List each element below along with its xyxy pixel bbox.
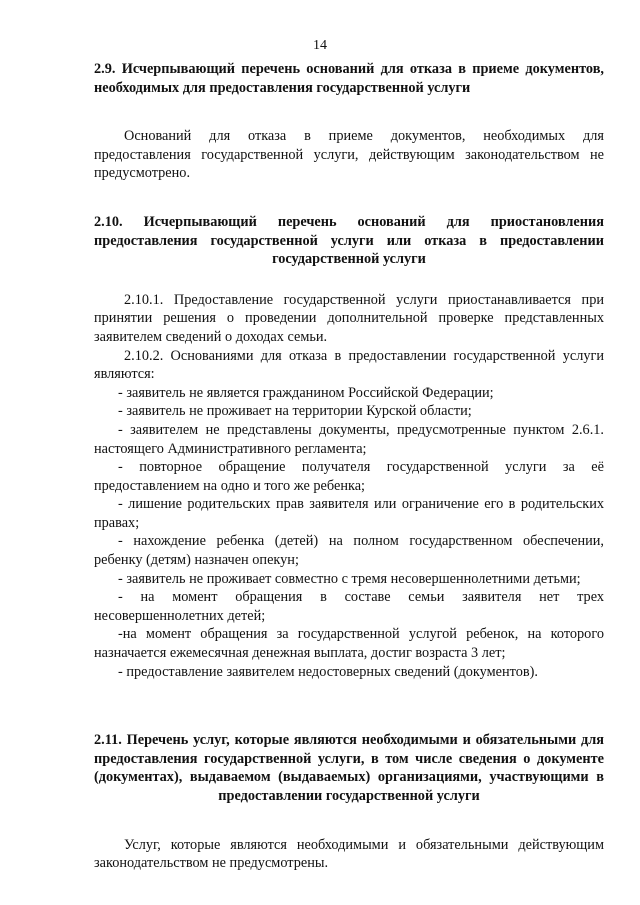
section-2-10-2-paragraph: 2.10.2. Основаниями для отказа в предоставлении государственной услуги являются: [94,347,604,383]
list-item: - заявитель не является гражданином Российской Федерации; [118,384,494,401]
list-item: - заявителем не представлены документы, предусмотренные пунктом 2.6.1. настоящего Административного регламента; [94,421,604,457]
page-number: 14 [313,38,327,53]
section-2-10-1-paragraph: 2.10.1. Предоставление государственной услуги приостанавливается при принятии решения о проведении дополнительной проверке представленных заявителем сведений о доходах семьи. [94,291,604,345]
section-2-10-heading: 2.10. Исчерпывающий перечень оснований для приостановления предоставления государственной услуги или отказа в предоставлении государственной услуги [94,213,604,268]
list-item: - заявитель не проживает совместно с тремя несовершеннолетними детьми; [118,570,581,587]
section-2-9-body: Оснований для отказа в приеме документов, необходимых для предоставления государственной услуги, действующим законодательством не предусмотрено. [94,128,604,182]
list-item: -на момент обращения за государственной услугой ребенок, на которого назначается ежемесячная денежная выплата, достиг возраста 3 лет; [94,626,604,662]
section-2-11-heading: 2.11. Перечень услуг, которые являются необходимыми и обязательными для предоставления государственной услуги, в том числе сведения о документе (документах), выдаваемом (выдаваемых) организациями, участвующими в предоставлении государственной услуги [94,732,604,804]
section-2-9-heading: 2.9. Исчерпывающий перечень оснований для отказа в приеме документов, необходимых для предоставления государственной услуги [94,61,604,96]
list-item: - лишение родительских прав заявителя или ограничение его в родительских правах; [94,496,604,531]
list-item: - повторное обращение получателя государственной услуги за её предоставлением на одно и того же ребенка; [94,459,604,494]
list-item: - заявитель не проживает на территории Курской области; [118,403,472,420]
section-2-11-body: Услуг, которые являются необходимыми и обязательными действующим законодательством не предусмотрены. [94,836,604,872]
list-item: - предоставление заявителем недостоверных сведений (документов). [118,663,538,680]
list-item: - нахождение ребенка (детей) на полном государственном обеспечении, ребенку (детям) назначен опекун; [94,533,604,569]
list-item: - на момент обращения в составе семьи заявителя нет трех несовершеннолетних детей; [94,589,604,624]
document-body [94,60,604,873]
